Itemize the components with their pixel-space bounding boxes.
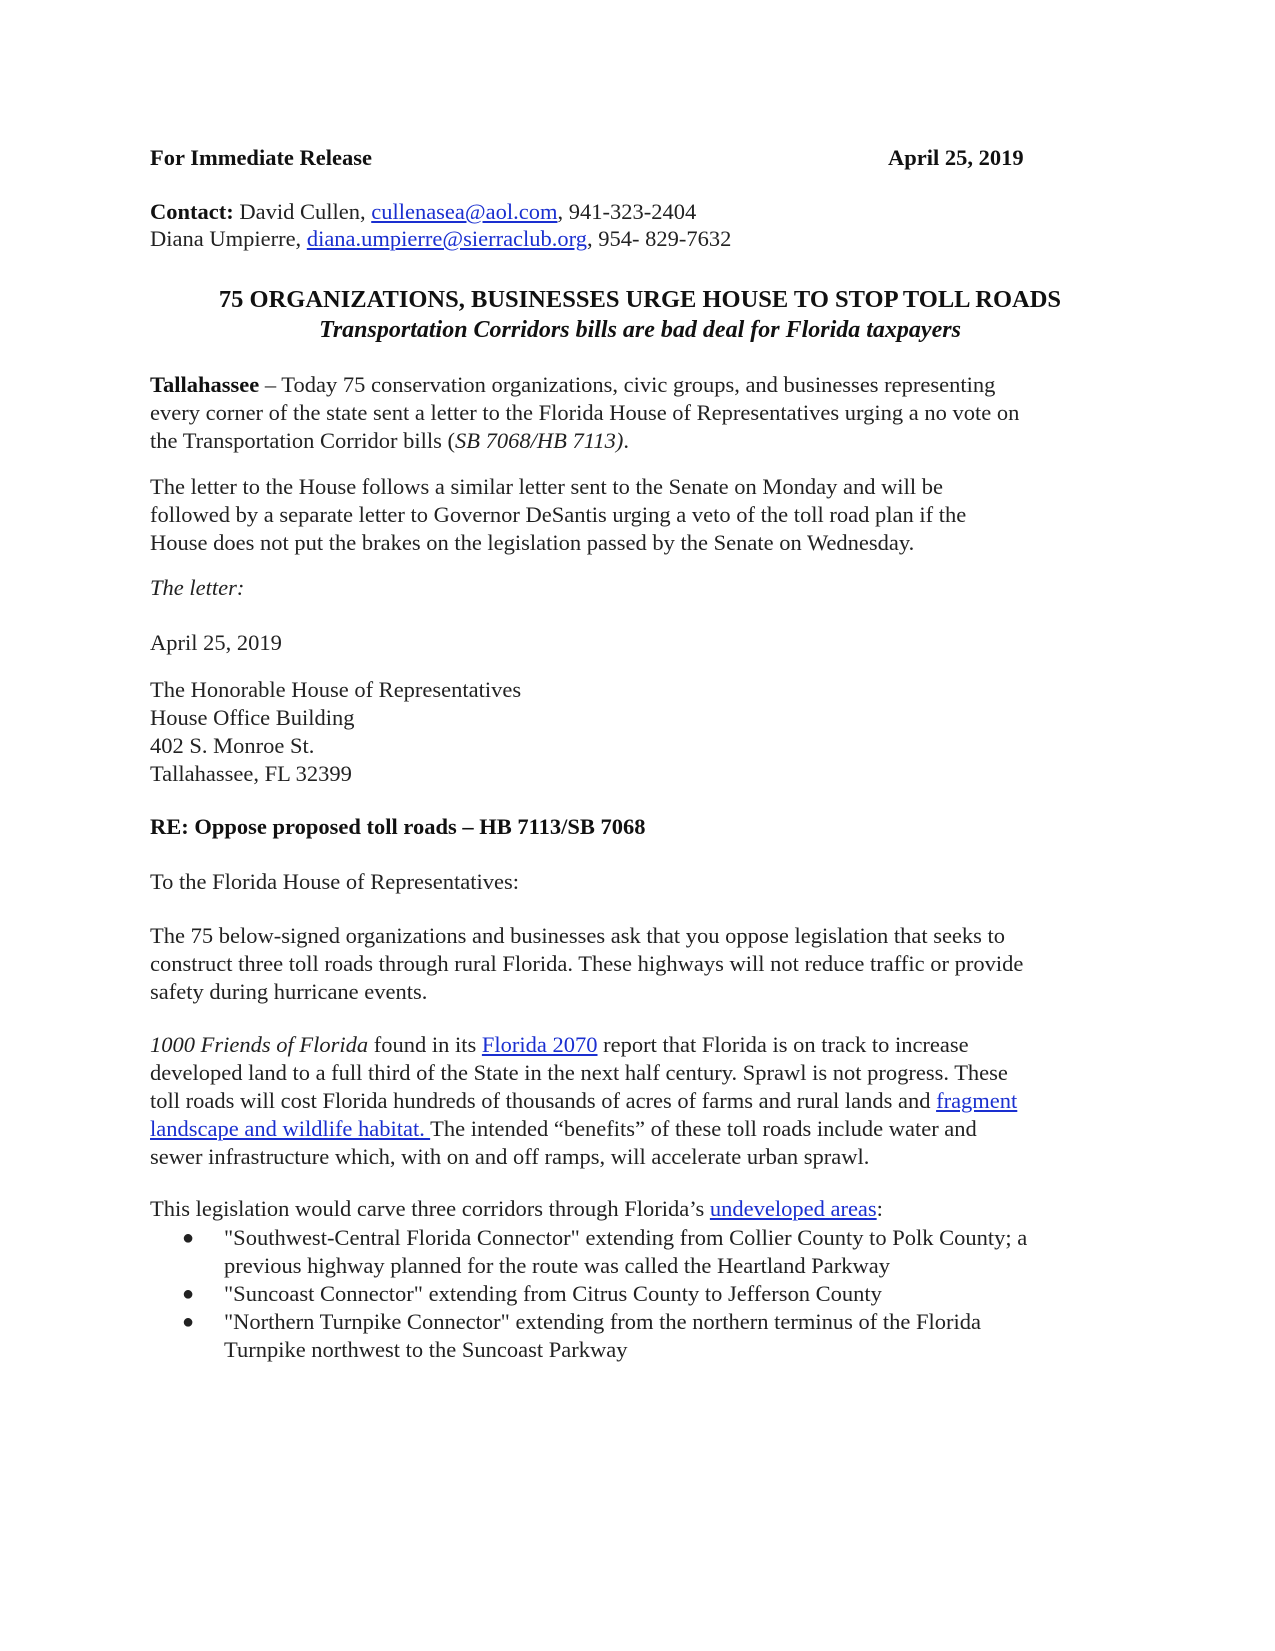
intro-line-2: every corner of the state sent a letter to the Florida House of Representatives urging a no vote on: [150, 400, 1020, 425]
para4-line-2: developed land to a full third of the State in the next half century. Sprawl is not progress. These: [150, 1060, 1008, 1085]
contact-phone-1: , 941-323-2404: [557, 199, 697, 224]
corridor-3-line-1: "Northern Turnpike Connector" extending from the northern terminus of the Florida: [224, 1309, 981, 1334]
corridor-list: [150, 1224, 1130, 1364]
para2-line-2: followed by a separate letter to Governor DeSantis urging a veto of the toll road plan if the: [150, 502, 967, 527]
contact-email-1-link[interactable]: cullenasea@aol.com: [371, 199, 558, 224]
address-line-1: The Honorable House of Representatives: [150, 677, 522, 702]
address-line-4: Tallahassee, FL 32399: [150, 761, 352, 786]
contact-line-1: [150, 198, 696, 226]
list-item: [150, 1224, 1130, 1280]
para2-line-1: The letter to the House follows a similar letter sent to the Senate on Monday and will be: [150, 474, 943, 499]
contact-name-2: Diana Umpierre,: [150, 226, 302, 251]
para3-line-1: The 75 below-signed organizations and businesses ask that you oppose legislation that seeks to: [150, 923, 1006, 948]
corridor-2-line-1: "Suncoast Connector" extending from Citrus County to Jefferson County: [224, 1281, 882, 1306]
bill-numbers: SB 7068/HB 7113): [455, 428, 624, 453]
letter-salutation: To the Florida House of Representatives:: [150, 869, 519, 894]
corridor-3-line-2: Turnpike northwest to the Suncoast Parkway: [224, 1337, 628, 1362]
release-date: April 25, 2019: [888, 145, 1024, 170]
letter-label: The letter:: [150, 575, 245, 600]
para4-text-a: found in its: [368, 1032, 482, 1057]
follow-up-paragraph: [150, 473, 1130, 557]
bullet-icon: ●: [182, 1227, 195, 1249]
para4-line-3: toll roads will cost Florida hundreds of thousands of acres of farms and rural lands and: [150, 1088, 937, 1113]
address-line-2: House Office Building: [150, 705, 355, 730]
address-line-3: 402 S. Monroe St.: [150, 733, 315, 758]
para4-line-4: The intended “benefits” of these toll roads include water and: [430, 1116, 977, 1141]
corridor-1-line-2: previous highway planned for the route was called the Heartland Parkway: [224, 1253, 891, 1278]
intro-paragraph: [150, 371, 1130, 455]
sprawl-paragraph: [150, 1031, 1130, 1171]
bullet-icon: ●: [182, 1311, 195, 1333]
contact-name-1: David Cullen,: [239, 199, 366, 224]
bullet-icon: ●: [182, 1283, 195, 1305]
opposition-paragraph: [150, 922, 1130, 1006]
para4-line-5: sewer infrastructure which, with on and off ramps, will accelerate urban sprawl.: [150, 1144, 870, 1169]
corridors-intro-colon: :: [876, 1196, 883, 1221]
contact-email-2-link[interactable]: diana.umpierre@sierraclub.org: [306, 226, 588, 251]
para3-line-2: construct three toll roads through rural Florida. These highways will not reduce traffic or provide: [150, 951, 1024, 976]
letter-subject: RE: Oppose proposed toll roads – HB 7113/SB 7068: [150, 814, 646, 839]
headline-subtitle: Transportation Corridors bills are bad deal for Florida taxpayers: [319, 317, 961, 343]
list-item: [150, 1280, 1130, 1308]
para4-text-b: report that Florida is on track to increase: [597, 1032, 969, 1057]
corridors-intro-text: This legislation would carve three corridors through Florida’s: [150, 1196, 710, 1221]
dateline-place: Tallahassee: [150, 372, 260, 397]
headline-title: 75 ORGANIZATIONS, BUSINESSES URGE HOUSE TO STOP TOLL ROADS: [218, 286, 1062, 313]
habitat-link[interactable]: landscape and wildlife habitat.: [150, 1116, 431, 1141]
contact-line-2: [150, 225, 731, 253]
contact-label: Contact:: [150, 199, 234, 224]
org-name: 1000 Friends of Florida: [150, 1032, 369, 1057]
release-label: For Immediate Release: [150, 145, 373, 170]
letter-date: April 25, 2019: [150, 630, 282, 655]
para3-line-3: safety during hurricane events.: [150, 979, 428, 1004]
intro-line-3-end: .: [623, 428, 629, 453]
contact-phone-2: , 954- 829-7632: [587, 226, 732, 251]
undeveloped-areas-link[interactable]: undeveloped areas: [709, 1196, 877, 1221]
intro-line-3: the Transportation Corridor bills (: [150, 428, 455, 453]
para2-line-3: House does not put the brakes on the legislation passed by the Senate on Wednesday.: [150, 530, 915, 555]
florida-2070-link[interactable]: Florida 2070: [481, 1032, 598, 1057]
corridors-intro: [150, 1195, 883, 1223]
fragment-link[interactable]: fragment: [936, 1088, 1018, 1113]
list-item: [150, 1308, 1130, 1364]
corridor-1-line-1: "Southwest-Central Florida Connector" extending from Collier County to Polk County; a: [224, 1225, 1028, 1250]
intro-line-1: – Today 75 conservation organizations, civic groups, and businesses representing: [259, 372, 996, 397]
letter-address: [150, 676, 1130, 788]
